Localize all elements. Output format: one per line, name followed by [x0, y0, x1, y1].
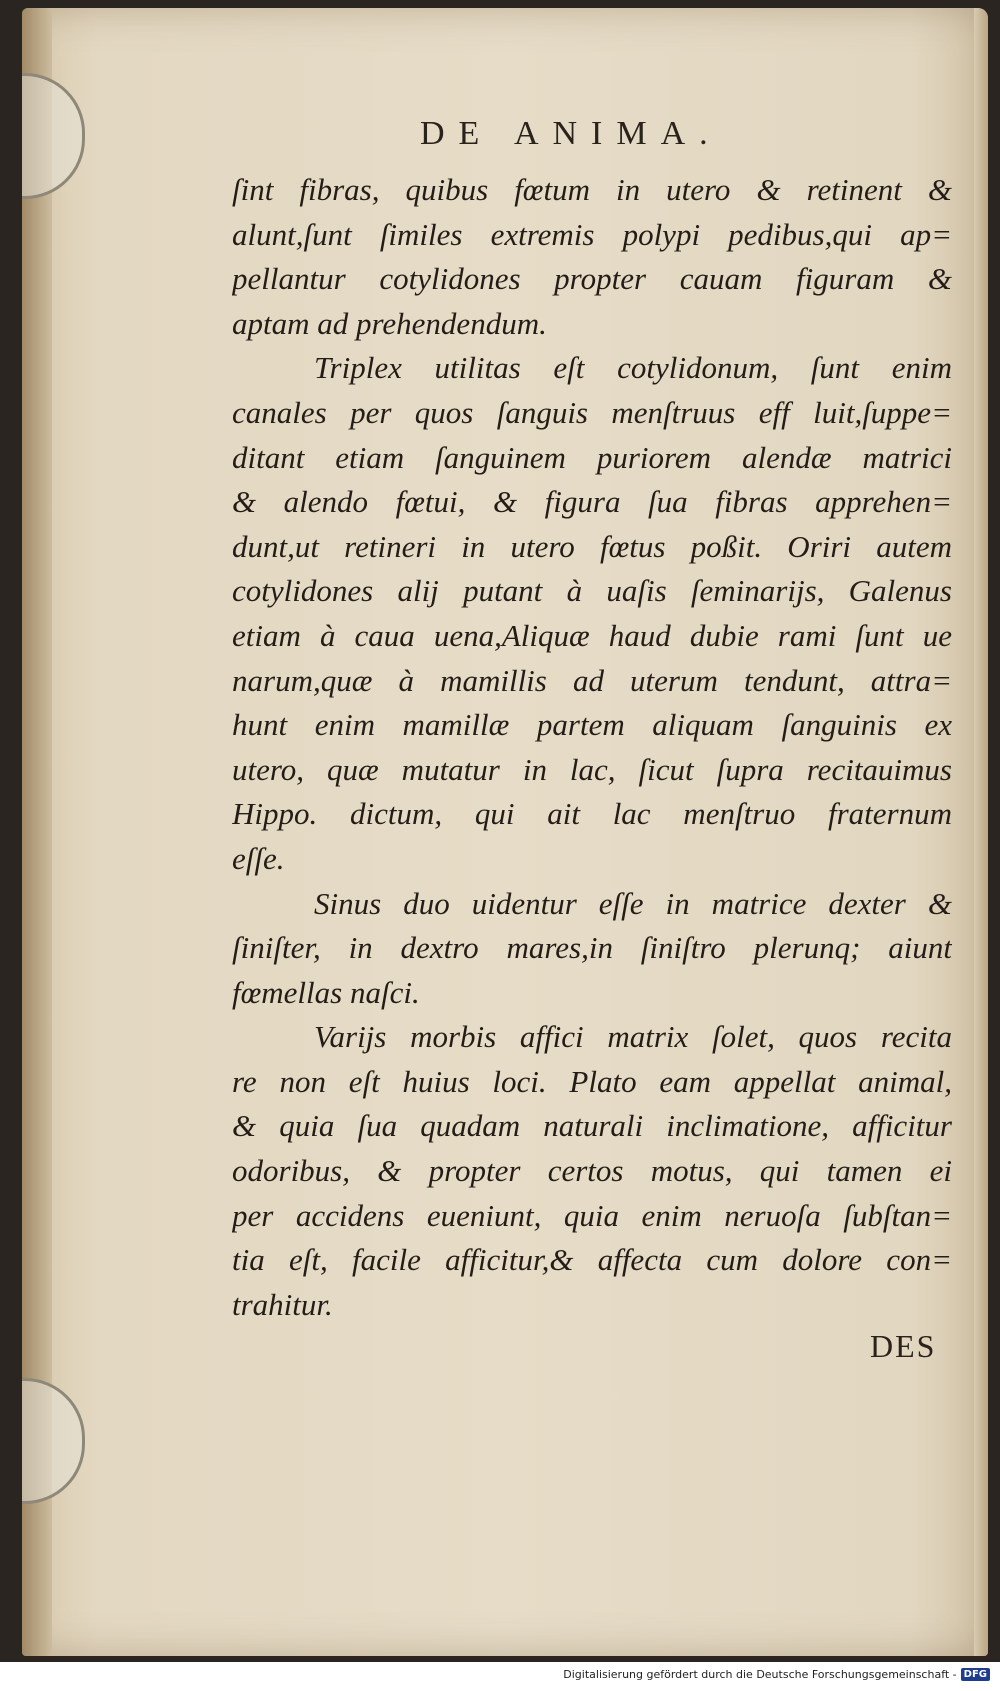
text-line: fœmellas naſci. [232, 974, 420, 1010]
text-line: alunt,ſunt ſimiles extremis polypi pedibus,qui ap= [232, 216, 952, 252]
text-line: utero, quæ mutatur in lac, ſicut ſupra recitauimus [232, 751, 952, 787]
text-line: Varijs morbis affici matrix ſolet, quos recita [314, 1019, 952, 1055]
text-line: ditant etiam ſanguinem puriorem alendæ matrici [232, 439, 952, 475]
text-line: odoribus, & propter certos motus, qui tamen ei [232, 1153, 952, 1189]
text-line: tia eſt, facile afficitur,& affecta cum dolore con= [232, 1242, 952, 1278]
text-line: Hippo. dictum, qui ait lac menſtruo fraternum [232, 796, 952, 832]
body-text [232, 168, 952, 1327]
text-line: aptam ad prehendendum. [232, 305, 547, 341]
text-line: ſiniſter, in dextro mares,in ſiniſtro plerunq; aiunt [232, 930, 952, 966]
text-line: Sinus duo uidentur eſſe in matrice dexter & [314, 885, 952, 921]
text-line: narum,quæ à mamillis ad uterum tendunt, attra= [232, 662, 952, 698]
text-line: pellantur cotylidones propter cauam figuram & [232, 261, 952, 297]
page-clip-top [22, 73, 85, 199]
page-fore-edge [974, 8, 988, 1656]
catchword: DES [870, 1328, 937, 1364]
text-line: & quia ſua quadam naturali inclimatione, afficitur [232, 1108, 952, 1144]
footer-credit: Digitalisierung gefördert durch die Deutsche Forschungsgemeinschaft - [563, 1668, 957, 1681]
text-line: Triplex utilitas eſt cotylidonum, ſunt enim [314, 350, 952, 386]
text-line: dunt,ut retineri in utero fœtus poßit. Oriri autem [232, 528, 952, 564]
text-line: re non eſt huius loci. Plato eam appellat animal, [232, 1063, 952, 1099]
text-line: eſſe. [232, 840, 285, 876]
text-line: hunt enim mamillæ partem aliquam ſanguinis ex [232, 707, 952, 743]
text-line: & alendo fœtui, & figura ſua fibras apprehen= [232, 484, 952, 520]
text-line: canales per quos ſanguis menſtruus eff luit,ſuppe= [232, 394, 952, 430]
dfg-logo: DFG [961, 1668, 990, 1681]
digitization-footer [563, 1668, 990, 1681]
page-clip-bottom [22, 1378, 85, 1504]
text-line: ſint fibras, quibus fœtum in utero & retinent & [232, 172, 952, 207]
running-head: DE ANIMA. [420, 115, 722, 152]
text-line: per accidens eueniunt, quia enim neruoſa ſubſtan= [232, 1197, 952, 1233]
text-line: cotylidones alij putant à uaſis ſeminarijs, Galenus [232, 573, 952, 609]
text-line: trahitur. [232, 1286, 333, 1322]
text-line: etiam à caua uena,Aliquæ haud dubie rami ſunt ue [232, 617, 952, 653]
